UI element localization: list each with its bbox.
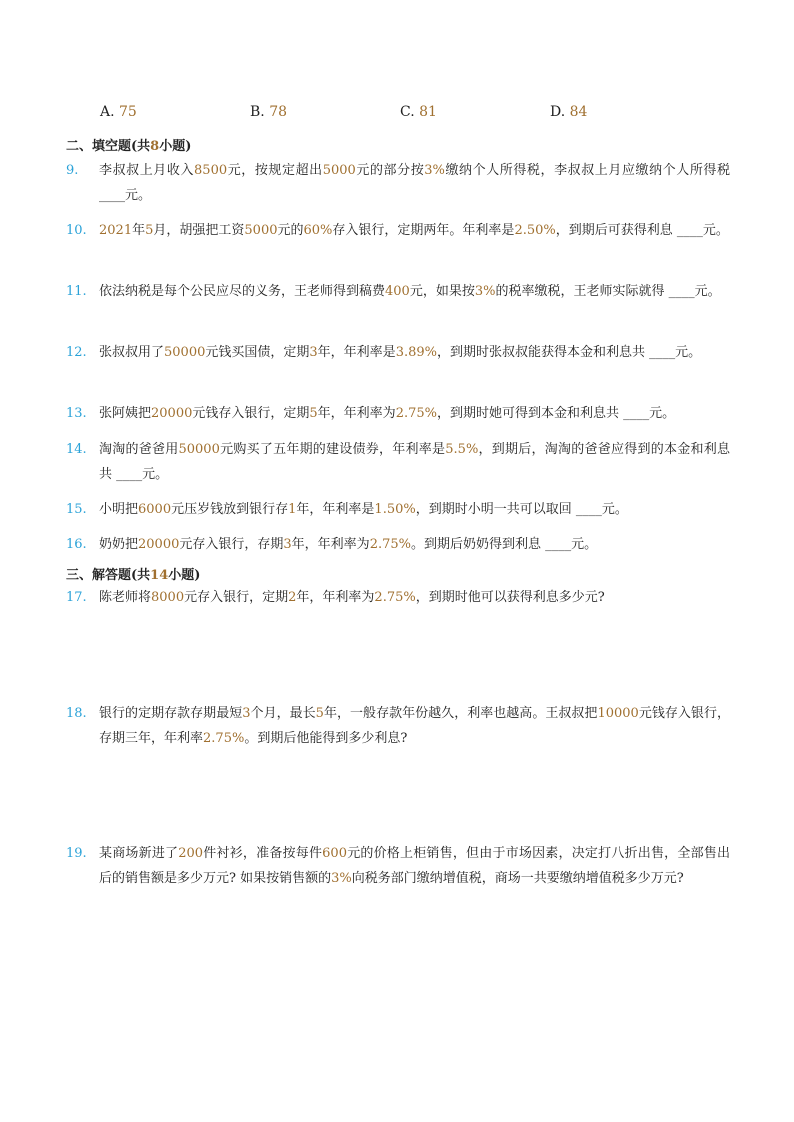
highlighted-number: 50000: [164, 345, 206, 360]
highlighted-number: 2021: [99, 223, 133, 238]
highlighted-number: 10000: [597, 706, 639, 721]
text-fragment: 淘淘的爸爸用: [99, 442, 179, 457]
highlighted-number: 2.50%: [514, 223, 556, 238]
section-header-fill-in: 二、填空题(共8小题): [66, 139, 192, 154]
text-fragment: 小明把: [99, 502, 139, 517]
question-12: 12. 张叔叔用了50000元钱买国债，定期3年，年利率是3.89%，到期时张叔叔能获得本金和利息共 ____元。: [66, 340, 730, 365]
text-fragment: 李叔叔上月收入: [99, 163, 195, 178]
option-d[interactable]: D. 84: [550, 104, 588, 120]
highlighted-number: 3.89%: [395, 345, 437, 360]
question-19: 19. 某商场新进了200件衬衫，准备按每件600元的价格上柜销售，但由于市场因素，决定打八折出售，全部售出后的销售额是多少万元? 如果按销售额的3%向税务部门缴纳增值税，商场一共要缴纳增值税多少万元?: [66, 841, 730, 891]
highlighted-number: 50000: [178, 442, 220, 457]
text-fragment: 元钱存入银行，存期三年，年利率: [99, 706, 730, 746]
text-fragment: 元钱存入银行，定期: [192, 406, 310, 421]
highlighted-number: 5: [315, 706, 324, 721]
text-fragment: 缴纳个人所得税，李叔叔上月应缴纳个人所得税 ____元。: [99, 163, 730, 203]
text-fragment: 陈老师将: [99, 590, 152, 605]
question-13: 13. 张阿姨把20000元钱存入银行，定期5年，年利率为2.75%，到期时她可得到本金和利息共 ____元。: [66, 401, 730, 426]
highlighted-number: 5: [145, 223, 154, 238]
question-15: 15. 小明把6000元压岁钱放到银行存1年，年利率是1.50%，到期时小明一共可以取回 ____元。: [66, 497, 730, 522]
text-fragment: 元存入银行，定期: [184, 590, 289, 605]
question-text: [99, 497, 730, 522]
highlighted-number: 5.5%: [445, 442, 479, 457]
text-fragment: 年，年利率为: [296, 590, 375, 605]
text-fragment: 元的价格上柜销售，但由于市场因素，决定打八折出售，全部售出后的销售额是多少万元? 如果按销售额的: [99, 846, 730, 886]
text-fragment: 年，一般存款年份越久，利率也越高。王叔叔把: [323, 706, 598, 721]
highlighted-number: 2.75%: [395, 406, 437, 421]
text-fragment: 的税率缴税，王老师实际就得 ____元。: [495, 284, 721, 299]
highlighted-number: 2.75%: [203, 731, 245, 746]
highlighted-number: 2.75%: [374, 590, 416, 605]
highlighted-number: 5000: [244, 223, 278, 238]
question-text: [99, 437, 730, 487]
text-fragment: 元的: [277, 223, 304, 238]
question-text: [99, 218, 730, 243]
highlighted-number: 20000: [151, 406, 193, 421]
question-text: [99, 532, 730, 557]
text-fragment: 元，按规定超出: [227, 163, 323, 178]
text-fragment: 年，年利率是: [296, 502, 375, 517]
highlighted-number: 3%: [331, 871, 352, 886]
text-fragment: 元钱买国债，定期: [205, 345, 310, 360]
text-fragment: 某商场新进了: [99, 846, 179, 861]
highlighted-number: 1.50%: [374, 502, 416, 517]
question-10: 10. 2021年5月，胡强把工资5000元的60%存入银行，定期两年。年利率是2.50%，到期后可获得利息 ____元。: [66, 218, 730, 243]
option-c[interactable]: C. 81: [400, 104, 437, 120]
option-b[interactable]: B. 78: [250, 104, 288, 120]
question-text: [99, 279, 730, 304]
highlighted-number: 3: [242, 706, 251, 721]
text-fragment: 向税务部门缴纳增值税，商场一共要缴纳增值税多少万元?: [351, 871, 684, 886]
text-fragment: ，到期时她可得到本金和利息共 ____元。: [437, 406, 676, 421]
highlighted-number: 8500: [194, 163, 228, 178]
text-fragment: 张阿姨把: [99, 406, 152, 421]
highlighted-number: 400: [385, 284, 410, 299]
question-text: [99, 340, 730, 365]
question-text: [99, 701, 730, 751]
text-fragment: 元购买了五年期的建设债券，年利率是: [219, 442, 446, 457]
question-text: [99, 401, 730, 426]
text-fragment: 个月，最长: [250, 706, 316, 721]
text-fragment: ，到期后可获得利息 ____元。: [555, 223, 729, 238]
highlighted-number: 2.75%: [369, 537, 411, 552]
highlighted-number: 3%: [424, 163, 445, 178]
question-17: 17. 陈老师将8000元存入银行，定期2年，年利率为2.75%，到期时他可以获得利息多少元?: [66, 585, 730, 610]
question-11: 11. 依法纳税是每个公民应尽的义务，王老师得到稿费400元，如果按3%的税率缴税，王老师实际就得 ____元。: [66, 279, 730, 304]
text-fragment: ，到期时他可以获得利息多少元?: [415, 590, 605, 605]
text-fragment: 元的部分按: [355, 163, 425, 178]
highlighted-number: 8000: [151, 590, 185, 605]
text-fragment: 年，年利率为: [291, 537, 370, 552]
text-fragment: 银行的定期存款存期最短: [99, 706, 243, 721]
highlighted-number: 3: [283, 537, 292, 552]
text-fragment: 元存入银行，存期: [179, 537, 284, 552]
question-14: 14. 淘淘的爸爸用50000元购买了五年期的建设债券，年利率是5.5%，到期后，淘淘的爸爸应得到的本金和利息共 ____元。: [66, 437, 730, 487]
highlighted-number: 20000: [138, 537, 180, 552]
text-fragment: 年: [132, 223, 146, 238]
text-fragment: 奶奶把: [99, 537, 139, 552]
highlighted-number: 600: [322, 846, 347, 861]
text-fragment: 。到期后奶奶得到利息 ____元。: [411, 537, 598, 552]
highlighted-number: 2: [288, 590, 297, 605]
highlighted-number: 3%: [474, 284, 496, 299]
section-header-solve: 三、解答题(共14小题): [66, 568, 201, 583]
text-fragment: 存入银行，定期两年。年利率是: [332, 223, 515, 238]
text-fragment: ，到期时张叔叔能获得本金和利息共 ____元。: [437, 345, 702, 360]
text-fragment: 年，年利率是: [317, 345, 396, 360]
question-text: [99, 841, 730, 891]
text-fragment: 元，如果按: [409, 284, 475, 299]
highlighted-number: 3: [309, 345, 318, 360]
highlighted-number: 1: [288, 502, 297, 517]
highlighted-number: 60%: [303, 223, 333, 238]
question-text: [99, 585, 730, 610]
text-fragment: 。到期后他能得到多少利息?: [244, 731, 408, 746]
text-fragment: 元压岁钱放到银行存: [171, 502, 289, 517]
highlighted-number: 5000: [322, 163, 356, 178]
text-fragment: 年，年利率为: [317, 406, 396, 421]
question-16: 16. 奶奶把20000元存入银行，存期3年，年利率为2.75%。到期后奶奶得到利息 ____元。: [66, 532, 730, 557]
highlighted-number: 6000: [138, 502, 172, 517]
highlighted-number: 200: [178, 846, 204, 861]
text-fragment: 件衬衫，准备按每件: [203, 846, 323, 861]
option-a[interactable]: A. 75: [100, 104, 137, 120]
text-fragment: 依法纳税是每个公民应尽的义务，王老师得到稿费: [99, 284, 386, 299]
text-fragment: ，到期时小明一共可以取回 ____元。: [415, 502, 628, 517]
question-9: 9. 李叔叔上月收入8500元，按规定超出5000元的部分按3%缴纳个人所得税，李叔叔上月应缴纳个人所得税 ____元。: [66, 158, 730, 208]
question-text: [99, 158, 730, 208]
question-18: 18. 银行的定期存款存期最短3个月，最长5年，一般存款年份越久，利率也越高。王叔叔把10000元钱存入银行，存期三年，年利率2.75%。到期后他能得到多少利息?: [66, 701, 730, 751]
highlighted-number: 5: [309, 406, 318, 421]
text-fragment: ，到期后，淘淘的爸爸应得到的本金和利息共 ____元。: [99, 442, 730, 482]
text-fragment: 张叔叔用了: [99, 345, 165, 360]
text-fragment: 月，胡强把工资: [153, 223, 245, 238]
